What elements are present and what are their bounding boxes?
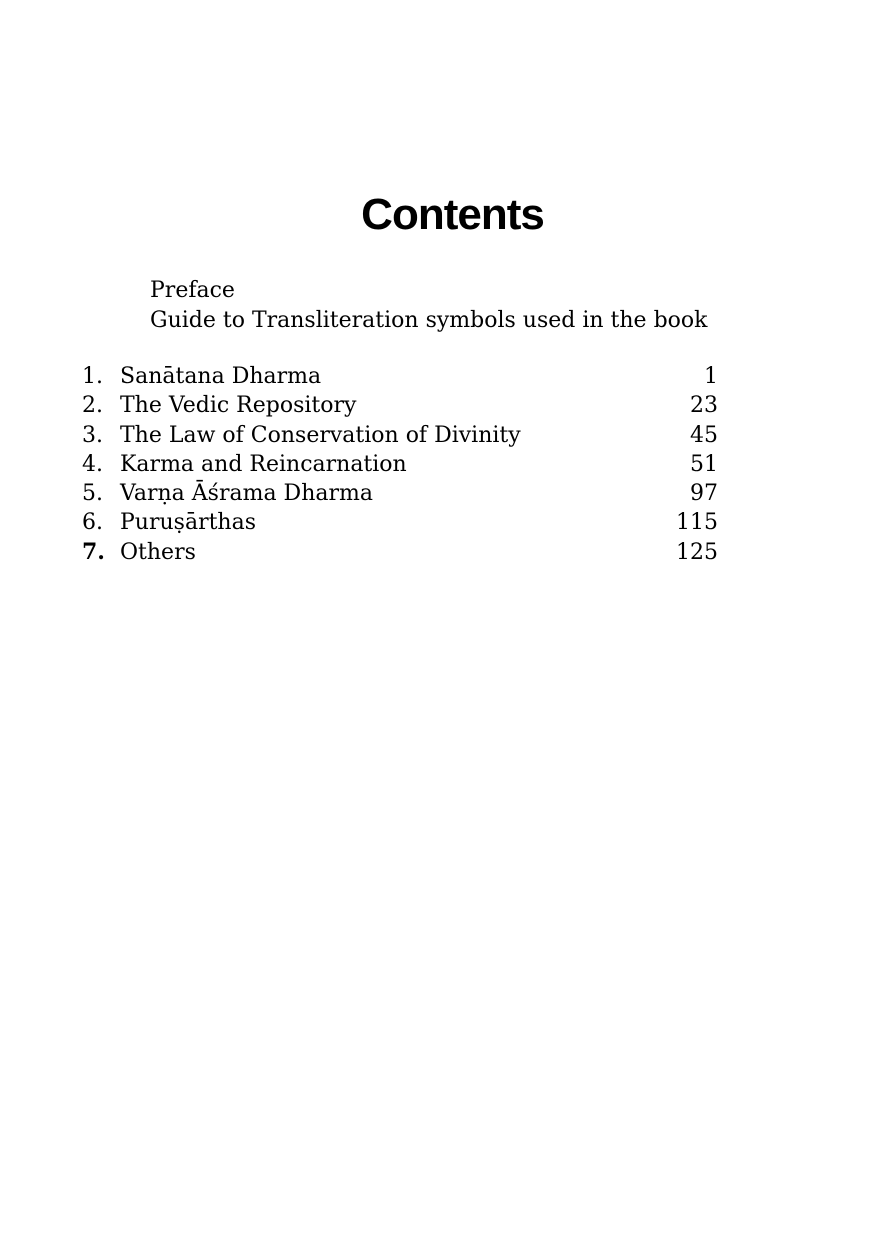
chapter-number: 1. [82, 364, 103, 389]
chapter-row[interactable] [82, 538, 718, 567]
chapter-row[interactable] [82, 362, 718, 391]
chapter-number: 5. [82, 481, 103, 507]
chapter-title: The Vedic Repository [120, 393, 357, 419]
chapter-page-number: 23 [690, 393, 718, 419]
chapter-list [82, 362, 718, 567]
front-matter-preface[interactable]: Preface [150, 278, 235, 303]
page-title: Contents [361, 190, 544, 239]
chapter-title: Puruṣārthas [120, 510, 256, 536]
chapter-row[interactable] [82, 421, 718, 450]
chapter-number: 4. [82, 451, 103, 477]
chapter-row[interactable] [82, 450, 718, 479]
chapter-row[interactable] [82, 508, 718, 537]
front-matter-transliteration-guide[interactable]: Guide to Transliteration symbols used in the book [150, 308, 708, 333]
chapter-page-number: 45 [690, 422, 718, 448]
chapter-title: Others [120, 539, 196, 565]
chapter-title: The Law of Conservation of Divinity [120, 422, 521, 448]
chapter-number: 7. [82, 538, 105, 565]
chapter-page-number: 1 [704, 364, 718, 389]
chapter-page-number: 97 [690, 481, 718, 507]
chapter-row[interactable] [82, 391, 718, 420]
chapter-title: Karma and Reincarnation [120, 451, 407, 477]
chapter-page-number: 115 [676, 510, 718, 536]
chapter-number: 6. [82, 510, 103, 536]
chapter-title: Varṇa Āśrama Dharma [120, 481, 373, 507]
chapter-page-number: 125 [676, 539, 718, 565]
chapter-page-number: 51 [690, 451, 718, 477]
chapter-number: 2. [82, 393, 103, 419]
chapter-row[interactable] [82, 479, 718, 508]
front-matter-list [150, 276, 707, 336]
chapter-number: 3. [82, 422, 103, 448]
chapter-title: Sanātana Dharma [120, 364, 322, 389]
